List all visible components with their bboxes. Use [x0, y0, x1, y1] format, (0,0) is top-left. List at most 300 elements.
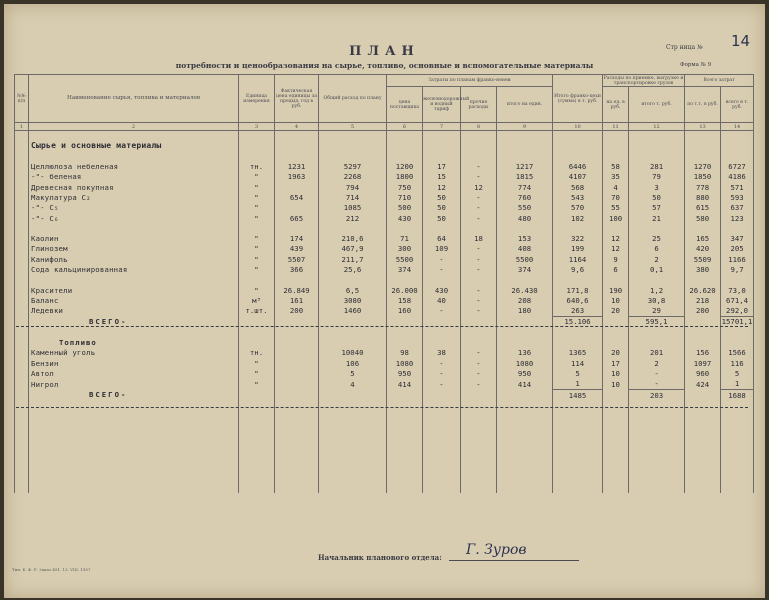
table-cell — [319, 131, 387, 142]
table-cell — [15, 359, 29, 369]
table-cell: " — [239, 213, 275, 223]
table-cell: 1485 — [553, 390, 603, 401]
item-name-cell: Целлюлоза небеленая — [29, 162, 239, 172]
table-cell: " — [239, 265, 275, 275]
table-cell — [553, 473, 603, 483]
table-cell: 57 — [629, 203, 685, 213]
table-cell — [629, 131, 685, 142]
table-cell: 3 — [629, 182, 685, 192]
table-cell: 136 — [497, 348, 553, 358]
table-cell: - — [461, 172, 497, 182]
table-cell — [15, 348, 29, 358]
col-group-costs-header: Затраты по планам франко-ненеи — [387, 75, 553, 87]
table-cell — [15, 265, 29, 275]
table-cell — [319, 432, 387, 442]
table-cell: " — [239, 234, 275, 244]
table-cell — [423, 152, 461, 162]
table-cell — [319, 390, 387, 401]
table-cell — [275, 152, 319, 162]
table-cell — [319, 452, 387, 462]
table-cell — [685, 432, 721, 442]
table-cell — [603, 463, 629, 473]
table-cell — [15, 401, 29, 411]
table-cell — [497, 131, 553, 142]
table-cell: 568 — [553, 182, 603, 192]
table-cell: 640,6 — [553, 296, 603, 306]
table-cell: 408 — [497, 244, 553, 254]
table-cell — [239, 401, 275, 411]
table-cell: 414 — [387, 379, 423, 390]
table-cell: " — [239, 369, 275, 379]
table-cell — [239, 463, 275, 473]
table-cell — [275, 275, 319, 285]
item-name-cell: -"- С₅ — [29, 203, 239, 213]
table-cell: 15.106 — [553, 317, 603, 328]
table-cell — [319, 401, 387, 411]
table-cell: 571 — [721, 182, 754, 192]
item-name-cell: Каменный уголь — [29, 348, 239, 358]
table-cell: - — [461, 359, 497, 369]
table-cell — [461, 473, 497, 483]
table-cell: 153 — [497, 234, 553, 244]
table-cell — [603, 432, 629, 442]
table-cell — [275, 483, 319, 493]
table-cell — [461, 224, 497, 234]
table-cell — [239, 421, 275, 431]
table-cell: 64 — [423, 234, 461, 244]
item-name-cell: -"- беленая — [29, 172, 239, 182]
table-cell — [15, 255, 29, 265]
table-cell: 424 — [685, 379, 721, 390]
table-cell — [275, 401, 319, 411]
table-row — [15, 131, 754, 142]
table-cell — [15, 275, 29, 285]
table-cell — [603, 473, 629, 483]
item-name-cell — [29, 483, 239, 493]
table-cell — [603, 141, 629, 151]
table-cell: 0,1 — [629, 265, 685, 275]
table-cell: 165 — [685, 234, 721, 244]
table-cell: 580 — [685, 213, 721, 223]
item-name-cell: -"- С₆ — [29, 213, 239, 223]
table-cell — [553, 452, 603, 462]
table-cell: 4107 — [553, 172, 603, 182]
table-cell — [461, 483, 497, 493]
table-cell: 1800 — [387, 172, 423, 182]
table-cell — [497, 432, 553, 442]
table-cell — [629, 328, 685, 338]
table-cell — [685, 411, 721, 421]
table-cell: 543 — [553, 193, 603, 203]
table-cell: 6 — [629, 244, 685, 254]
colnum-cell: 12 — [629, 123, 685, 131]
table-cell — [553, 275, 603, 285]
table-cell: - — [461, 265, 497, 275]
table-cell — [275, 452, 319, 462]
col-other-header: прочие расходы — [461, 87, 497, 123]
table-cell: 2268 — [319, 172, 387, 182]
table-cell: 1270 — [685, 162, 721, 172]
table-cell — [629, 141, 685, 151]
col-factprice-header: Фактическая цена единицы за предыд. год в руб. — [275, 75, 319, 123]
table-cell — [461, 131, 497, 142]
table-cell — [553, 411, 603, 421]
item-name-cell: Автол — [29, 369, 239, 379]
table-cell — [275, 338, 319, 348]
table-cell: 218 — [685, 296, 721, 306]
table-cell: 38 — [423, 348, 461, 358]
table-cell — [629, 401, 685, 411]
table-cell — [275, 131, 319, 142]
table-cell — [497, 473, 553, 483]
table-cell — [721, 152, 754, 162]
table-cell — [685, 452, 721, 462]
table-cell: 12 — [603, 234, 629, 244]
table-cell — [685, 131, 721, 142]
table-cell — [239, 473, 275, 483]
colnum-cell: 7 — [423, 123, 461, 131]
table-cell: 550 — [497, 203, 553, 213]
table-cell — [603, 275, 629, 285]
table-cell: 210,6 — [319, 234, 387, 244]
table-cell: 160 — [387, 306, 423, 317]
table-cell: 637 — [721, 203, 754, 213]
table-cell — [423, 275, 461, 285]
table-cell — [239, 224, 275, 234]
table-cell — [387, 328, 423, 338]
table-cell — [423, 390, 461, 401]
item-name-cell — [29, 432, 239, 442]
table-cell — [239, 483, 275, 493]
document-title: ПЛАН — [349, 44, 420, 59]
table-cell: 4 — [319, 379, 387, 390]
table-cell: 1166 — [721, 255, 754, 265]
table-cell — [461, 401, 497, 411]
table-row — [15, 244, 754, 254]
table-cell: 593 — [721, 193, 754, 203]
table-cell — [15, 234, 29, 244]
table-cell: 12 — [461, 182, 497, 192]
table-cell: 439 — [275, 244, 319, 254]
item-name-cell — [29, 131, 239, 142]
table-cell: 17 — [423, 162, 461, 172]
table-cell — [319, 483, 387, 493]
table-cell — [603, 411, 629, 421]
table-cell: 9 — [603, 255, 629, 265]
table-cell — [15, 131, 29, 142]
table-cell: 671,4 — [721, 296, 754, 306]
table-row — [15, 182, 754, 192]
table-cell — [15, 152, 29, 162]
table-cell — [461, 328, 497, 338]
item-name-cell: Древесная покупная — [29, 182, 239, 192]
table-row — [15, 162, 754, 172]
table-cell — [497, 390, 553, 401]
table-cell: 4186 — [721, 172, 754, 182]
table-cell — [685, 463, 721, 473]
table-cell — [553, 328, 603, 338]
table-cell — [15, 162, 29, 172]
table-cell — [603, 338, 629, 348]
table-cell — [721, 442, 754, 452]
table-cell: 430 — [423, 285, 461, 295]
table-row — [15, 359, 754, 369]
table-row — [15, 296, 754, 306]
table-cell: - — [461, 244, 497, 254]
table-cell — [15, 193, 29, 203]
colnum-cell: 8 — [461, 123, 497, 131]
table-cell: 5507 — [275, 255, 319, 265]
table-cell — [603, 421, 629, 431]
table-cell — [15, 473, 29, 483]
item-name-cell: Красители — [29, 285, 239, 295]
table-cell — [603, 483, 629, 493]
table-cell — [553, 432, 603, 442]
table-cell: 9,6 — [553, 265, 603, 275]
signature-line — [449, 560, 579, 561]
table-cell — [319, 328, 387, 338]
colnum-cell: 2 — [29, 123, 239, 131]
table-cell: 1164 — [553, 255, 603, 265]
table-cell: 109 — [423, 244, 461, 254]
table-cell: 615 — [685, 203, 721, 213]
table-cell: - — [461, 193, 497, 203]
table-cell — [15, 421, 29, 431]
table-cell: 15 — [423, 172, 461, 182]
table-cell: 10 — [603, 296, 629, 306]
table-cell: - — [629, 379, 685, 390]
table-cell: 880 — [685, 193, 721, 203]
table-row — [15, 203, 754, 213]
table-cell — [553, 483, 603, 493]
table-cell — [629, 463, 685, 473]
table-cell: 1080 — [387, 359, 423, 369]
table-cell — [275, 421, 319, 431]
table-cell: - — [461, 203, 497, 213]
table-cell — [239, 390, 275, 401]
table-cell: 50 — [423, 203, 461, 213]
table-cell: 123 — [721, 213, 754, 223]
table-cell — [275, 463, 319, 473]
table-cell: 500 — [387, 203, 423, 213]
table-cell — [423, 141, 461, 151]
table-cell: 665 — [275, 213, 319, 223]
table-cell — [629, 421, 685, 431]
table-cell — [497, 141, 553, 151]
table-cell — [423, 483, 461, 493]
table-row — [15, 213, 754, 223]
table-cell — [497, 463, 553, 473]
table-cell — [423, 411, 461, 421]
table-cell: 79 — [629, 172, 685, 182]
col-totalplan-header: Общий расход по плану — [319, 75, 387, 123]
table-cell — [497, 224, 553, 234]
table-cell — [721, 463, 754, 473]
colnum-cell: 6 — [387, 123, 423, 131]
table-cell — [15, 244, 29, 254]
table-cell — [629, 275, 685, 285]
table-cell — [497, 275, 553, 285]
table-cell: 322 — [553, 234, 603, 244]
blank-row — [15, 411, 754, 421]
colnum-cell: 4 — [275, 123, 319, 131]
table-cell — [15, 483, 29, 493]
item-name-cell: Макулатура С₂ — [29, 193, 239, 203]
table-cell — [387, 473, 423, 483]
table-cell — [239, 275, 275, 285]
table-cell — [721, 473, 754, 483]
blank-row — [15, 473, 754, 483]
table-cell — [461, 275, 497, 285]
table-cell — [15, 432, 29, 442]
table-cell — [387, 275, 423, 285]
blank-row — [15, 432, 754, 442]
table-cell: 292,0 — [721, 306, 754, 317]
table-row — [15, 265, 754, 275]
table-cell — [721, 131, 754, 142]
table-cell: 174 — [275, 234, 319, 244]
table-cell: 380 — [685, 265, 721, 275]
table-cell — [275, 328, 319, 338]
table-cell: 58 — [603, 162, 629, 172]
table-cell: 1850 — [685, 172, 721, 182]
table-cell — [629, 442, 685, 452]
table-cell — [15, 172, 29, 182]
table-cell: 161 — [275, 296, 319, 306]
table-cell: 100 — [603, 213, 629, 223]
table-cell — [423, 421, 461, 431]
item-name-cell: Глинозем — [29, 244, 239, 254]
table-cell: 10040 — [319, 348, 387, 358]
table-cell: 467,9 — [319, 244, 387, 254]
table-cell: 414 — [497, 379, 553, 390]
table-row — [15, 348, 754, 358]
form-label: Форма № 9 — [680, 62, 712, 68]
document-sheet — [4, 4, 765, 598]
col-perunitrub-header: на ед. в руб. — [603, 87, 629, 123]
table-cell — [423, 338, 461, 348]
table-cell: 6 — [603, 265, 629, 275]
col-unit-header: Единица измерения — [239, 75, 275, 123]
blank-row — [15, 452, 754, 462]
table-cell: 205 — [721, 244, 754, 254]
table-cell: " — [239, 379, 275, 390]
table-cell — [603, 442, 629, 452]
table-cell: 263 — [553, 306, 603, 317]
table-cell: 211,7 — [319, 255, 387, 265]
col-alltrub-header: всего в т. руб. — [721, 87, 754, 123]
table-cell: 374 — [497, 265, 553, 275]
table-cell — [423, 432, 461, 442]
table-cell: - — [423, 379, 461, 390]
table-cell: 570 — [553, 203, 603, 213]
page-number: 14 — [731, 32, 751, 50]
table-cell: - — [461, 285, 497, 295]
dashed-separator — [16, 326, 748, 327]
table-cell — [497, 411, 553, 421]
table-cell: 1217 — [497, 162, 553, 172]
table-cell — [275, 442, 319, 452]
plan-table — [14, 74, 754, 493]
table-cell: 171,8 — [553, 285, 603, 295]
table-cell: 17 — [603, 359, 629, 369]
table-cell — [685, 483, 721, 493]
table-cell — [319, 224, 387, 234]
table-cell — [275, 182, 319, 192]
table-cell: 20 — [603, 348, 629, 358]
table-cell: - — [423, 369, 461, 379]
col-incltrub-header: по т.т. в руб. — [685, 87, 721, 123]
table-cell — [685, 141, 721, 151]
table-cell: - — [461, 379, 497, 390]
table-cell — [15, 390, 29, 401]
table-cell: 40 — [423, 296, 461, 306]
table-cell — [275, 411, 319, 421]
table-cell: 300 — [387, 244, 423, 254]
table-cell — [685, 401, 721, 411]
table-cell — [461, 152, 497, 162]
table-cell: 15701,1 — [721, 317, 753, 327]
item-name-cell: Сода кальцинированная — [29, 265, 239, 275]
table-cell: - — [461, 348, 497, 358]
table-cell: 5 — [319, 369, 387, 379]
table-cell — [497, 152, 553, 162]
table-row — [15, 224, 754, 234]
table-cell: 5 — [721, 369, 754, 379]
table-cell: " — [239, 172, 275, 182]
table-row — [15, 152, 754, 162]
table-cell — [553, 131, 603, 142]
table-cell — [275, 224, 319, 234]
table-cell — [553, 152, 603, 162]
table-cell — [629, 338, 685, 348]
table-cell: 2 — [629, 255, 685, 265]
table-cell — [721, 275, 754, 285]
item-name-cell: Сырье и основные материалы — [29, 141, 239, 151]
table-cell — [387, 224, 423, 234]
table-cell: - — [461, 306, 497, 317]
item-name-cell — [29, 224, 239, 234]
item-name-cell — [29, 275, 239, 285]
table-cell — [387, 421, 423, 431]
table-cell — [629, 432, 685, 442]
table-cell — [497, 328, 553, 338]
table-cell: 1365 — [553, 348, 603, 358]
table-cell: 26.849 — [275, 285, 319, 295]
table-cell: 6446 — [553, 162, 603, 172]
blank-row — [15, 442, 754, 452]
table-cell: 1097 — [685, 359, 721, 369]
page-label: Стр ница № — [666, 44, 703, 51]
table-cell — [15, 203, 29, 213]
table-cell: - — [629, 369, 685, 379]
table-cell — [387, 390, 423, 401]
table-cell: 200 — [685, 306, 721, 317]
table-cell — [15, 338, 29, 348]
table-cell: 25,6 — [319, 265, 387, 275]
item-name-cell — [29, 152, 239, 162]
col-totaltrub-header: итого т. руб. — [629, 87, 685, 123]
table-cell — [553, 224, 603, 234]
table-cell: 200 — [275, 306, 319, 317]
table-cell: 35 — [603, 172, 629, 182]
table-cell — [553, 442, 603, 452]
table-cell: 5500 — [387, 255, 423, 265]
table-cell: 114 — [553, 359, 603, 369]
item-name-cell: Каолин — [29, 234, 239, 244]
table-cell — [15, 328, 29, 338]
table-cell: 55 — [603, 203, 629, 213]
